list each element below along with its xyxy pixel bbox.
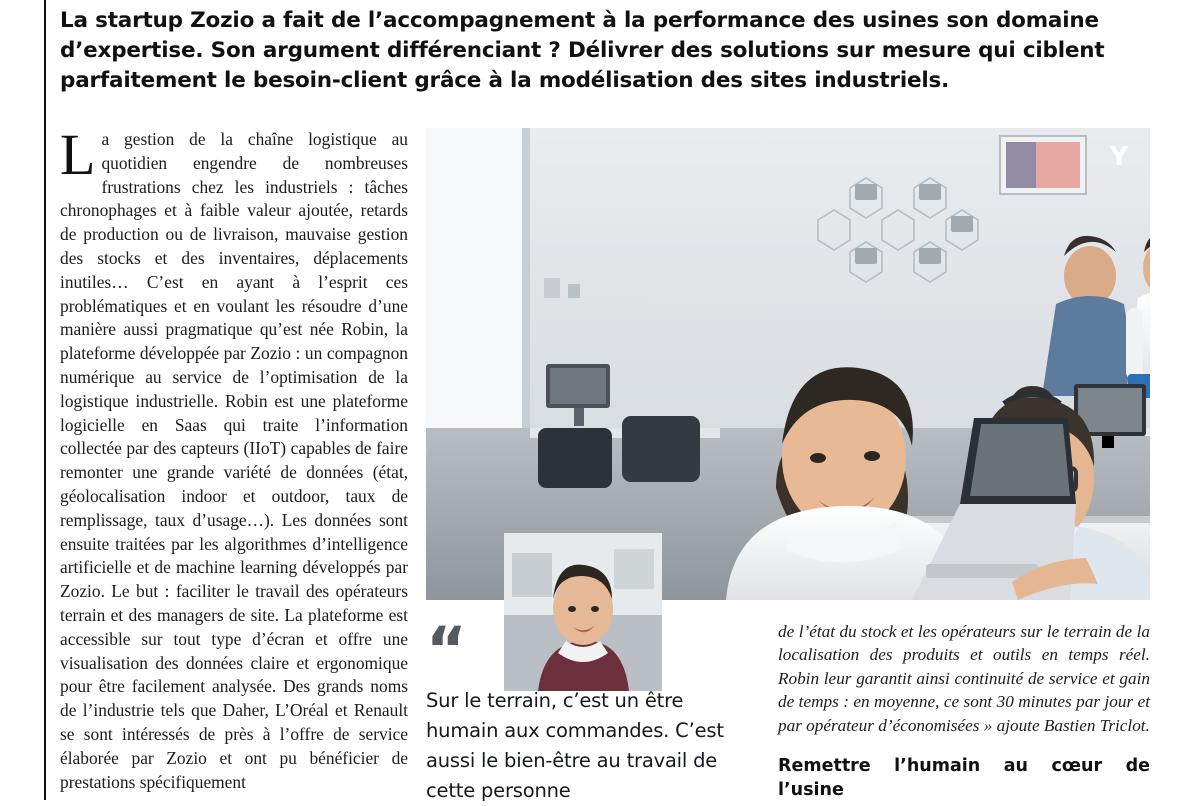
left-margin-rule — [44, 0, 46, 800]
body-left-text: a gestion de la chaîne logistique au quotidien engendre de nombreuses frustrations chez les industriels : tâches chronophages et à faible valeur ajoutée, retards de production ou de livraison, mauvaise gestion des stocks et des inventaires, déplacements inutiles… C’est en ayant à l’esprit ces problématiques et en voulant les résoudre d’une manière aussi pragmatique qu’est née Robin, la plateforme développée par Zozio : un compagnon numérique au service de l’optimisation de la logistique industrielle. Robin est une plateforme logicielle en Saas qui traite l’information collectée par des capteurs (IIoT) capables de faire remonter une grande variété de données (état, géolocalisation indoor et outdoor, taux de remplissage, taux d’usage…). Les données sont ensuite traitées par les algorithmes d’intelligence artificielle et de machine learning développés par Zozio. Le but : faciliter le travail des opérateurs terrain et des managers de site. La plateforme est accessible sur tout type d’écran et offre une visualisation des données claire et ergonomique pour être facilement analysée. Des grands noms de l’industrie tels que Daher, L’Oréal et Renault se sont intéressés de près à l’offre de service élaborée par Zozio et ont pu bénéficier de prestations spécifiquement — [60, 129, 408, 792]
publication-logo-icon: Y — [1109, 142, 1129, 172]
pull-quote-text: Sur le terrain, c’est un être humain aux commandes. C’est aussi le bien-être au travail de cette personne — [426, 689, 724, 802]
body-column-left — [60, 128, 408, 800]
pull-quote — [426, 613, 756, 806]
drop-cap: L — [60, 128, 96, 187]
body-right-text: de l’état du stock et les opérateurs sur le terrain de la localisation des produits et outils en temps réel. Robin leur garantit ainsi continuité de service et gain de temps : en moyenne, ce sont 30 minutes par jour et par opérateur d’économisées » ajoute Bastien Triclot. — [778, 622, 1150, 735]
office-scene-illustration — [426, 128, 1150, 600]
section-subheading: Remettre l’humain au cœur de l’usine — [778, 756, 1150, 801]
article-standfirst: La startup Zozio a fait de l’accompagnement à la performance des usines son domaine d’expertise. Son argument différenciant ? Délivrer des solutions sur mesure qui ciblent parfaitement le besoin-client grâce à la modélisation des sites industriels. — [60, 8, 1105, 93]
main-photo — [426, 128, 1150, 600]
body-column-right — [778, 620, 1150, 802]
quote-mark-icon: “ — [426, 613, 463, 686]
